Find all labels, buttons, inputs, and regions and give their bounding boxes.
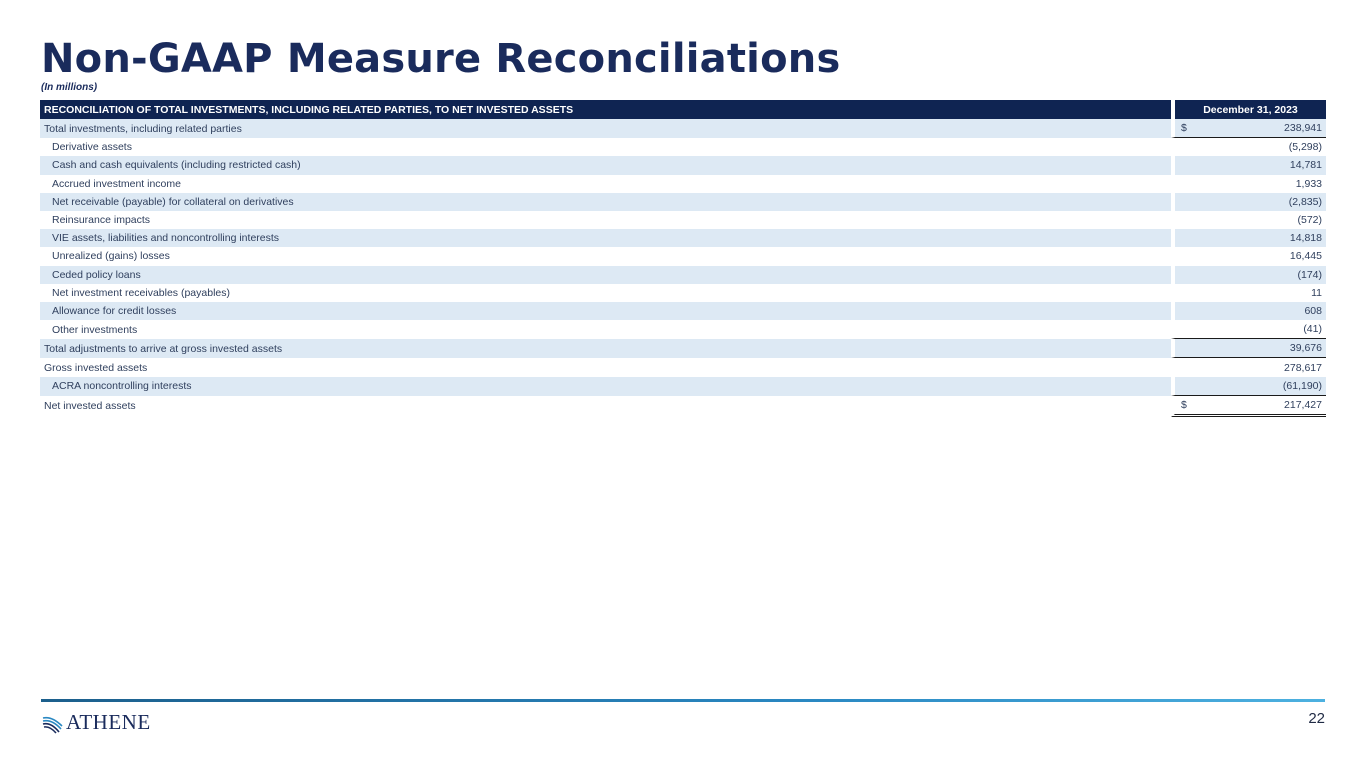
table-header-row: [40, 100, 1326, 119]
page-number: 22: [1308, 710, 1325, 727]
table-header-label: RECONCILIATION OF TOTAL INVESTMENTS, INCLUDING RELATED PARTIES, TO NET INVESTED ASSETS: [40, 100, 1171, 119]
row-value: (41): [1171, 320, 1326, 339]
table-row: [40, 396, 1326, 417]
row-value: 278,617: [1171, 358, 1326, 376]
row-value-text: 238,941: [1284, 122, 1322, 135]
row-label: VIE assets, liabilities and noncontrolling interests: [40, 229, 1171, 247]
row-value: 39,676: [1171, 339, 1326, 358]
row-label: Total adjustments to arrive at gross invested assets: [40, 339, 1171, 358]
dollar-sign: $: [1181, 122, 1187, 135]
athene-swoosh-icon: [42, 712, 64, 734]
row-value: 14,818: [1171, 229, 1326, 247]
reconciliation-table-container: [40, 100, 1326, 417]
table-row: [40, 377, 1326, 396]
table-row: [40, 339, 1326, 358]
row-label: Reinsurance impacts: [52, 214, 151, 227]
table-row: [40, 284, 1326, 302]
row-label: Accrued investment income: [52, 177, 181, 190]
table-row: [40, 358, 1326, 376]
table-row: [40, 229, 1326, 247]
table-row: [40, 175, 1326, 193]
row-label: Allowance for credit losses: [40, 302, 1171, 320]
row-label: Net investment receivables (payables): [52, 286, 230, 299]
row-label: ACRA noncontrolling interests: [40, 377, 1171, 396]
logo-wordmark: ATHENE: [66, 710, 151, 734]
table-row: [40, 302, 1326, 320]
row-label: Gross invested assets: [44, 361, 148, 374]
units-subtitle: (In millions): [41, 82, 98, 93]
page-title: Non-GAAP Measure Reconciliations: [41, 36, 841, 82]
row-value: 14,781: [1171, 156, 1326, 174]
row-label: Other investments: [52, 323, 138, 336]
row-value: (572): [1171, 211, 1326, 229]
reconciliation-table: [40, 100, 1326, 417]
row-value: 1,933: [1171, 175, 1326, 193]
table-row: [40, 266, 1326, 284]
row-value: (61,190): [1171, 377, 1326, 396]
table-row: [40, 138, 1326, 156]
dollar-sign: $: [1181, 398, 1187, 411]
row-label: Cash and cash equivalents (including restricted cash): [40, 156, 1171, 174]
row-label: Total investments, including related parties: [40, 119, 1171, 138]
row-value: [1171, 119, 1326, 138]
table-header-date: December 31, 2023: [1171, 100, 1326, 119]
row-label: Ceded policy loans: [40, 266, 1171, 284]
table-row: [40, 156, 1326, 174]
table-row: [40, 119, 1326, 138]
row-label: Net receivable (payable) for collateral on derivatives: [40, 193, 1171, 211]
table-row: [40, 193, 1326, 211]
row-value: (5,298): [1171, 138, 1326, 156]
table-row: [40, 247, 1326, 265]
row-value: (174): [1171, 266, 1326, 284]
row-label: Derivative assets: [52, 141, 132, 154]
row-value-text: 217,427: [1284, 398, 1322, 411]
row-value: 16,445: [1171, 247, 1326, 265]
table-row: [40, 211, 1326, 229]
table-row: [40, 320, 1326, 339]
athene-logo: [42, 710, 151, 735]
footer-divider: [41, 699, 1325, 702]
row-value: (2,835): [1171, 193, 1326, 211]
row-value: 608: [1171, 302, 1326, 320]
row-value: [1171, 396, 1326, 417]
row-label: Net invested assets: [44, 400, 136, 413]
row-value: 11: [1171, 284, 1326, 302]
row-label: Unrealized (gains) losses: [52, 250, 170, 263]
